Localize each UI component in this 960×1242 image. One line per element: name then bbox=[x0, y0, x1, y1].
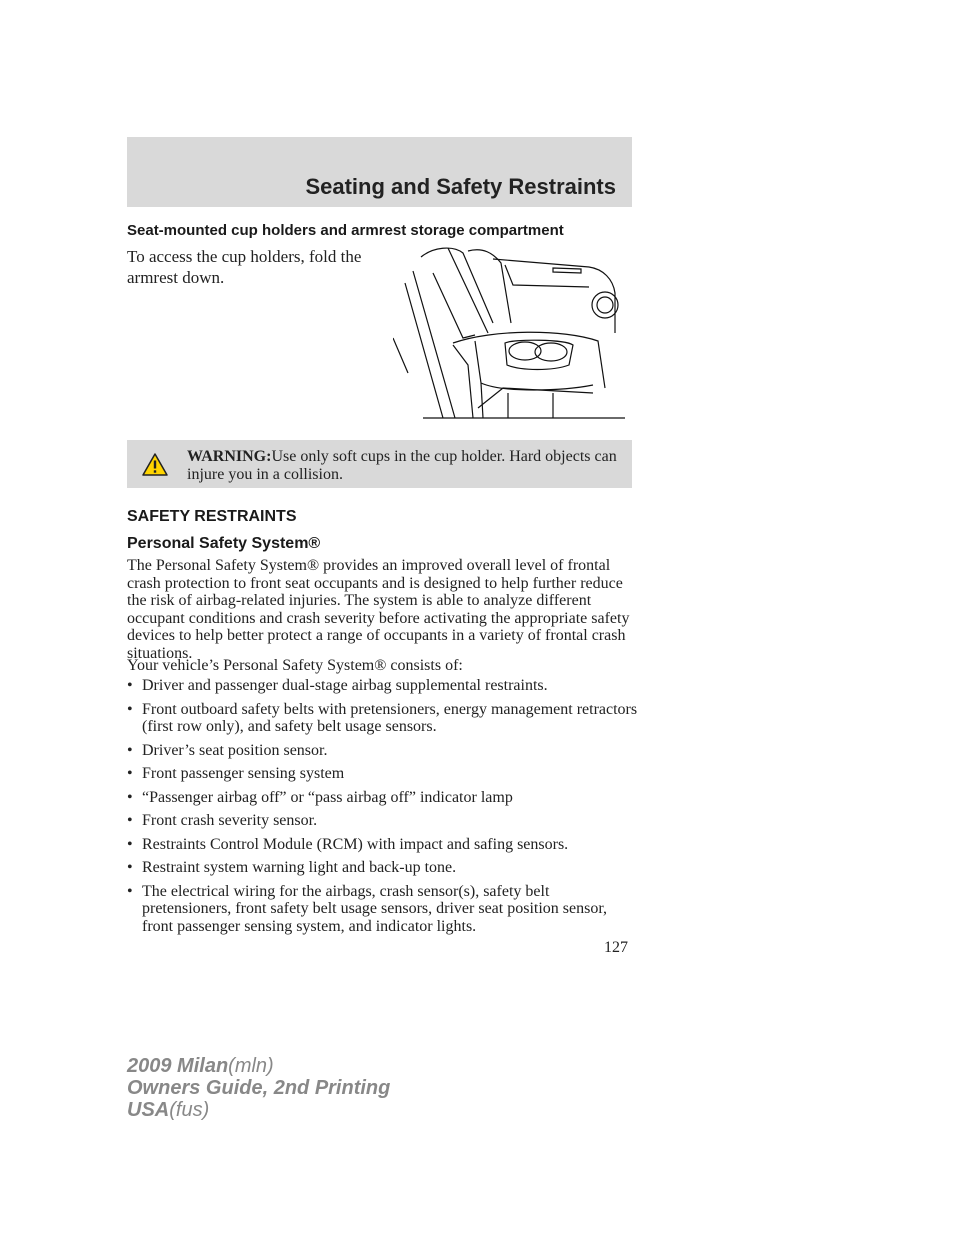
bullet-icon: • bbox=[127, 700, 133, 718]
footer bbox=[127, 1055, 390, 1121]
consists-of-text: Your vehicle’s Personal Safety System® consists of: bbox=[127, 657, 463, 674]
warning-box bbox=[127, 440, 632, 488]
feature-list bbox=[127, 677, 642, 941]
list-item: • Restraint system warning light and back-up tone. bbox=[127, 859, 457, 876]
bullet-icon: • bbox=[127, 835, 133, 853]
personal-safety-system-intro: The Personal Safety System® provides an improved overall level of frontal crash protection to front seat occupants and is designed to help further reduce the risk of airbag-related injuries. The system is able to analyze different occupant conditions and crash severity before activating the appropriate safety devices to help better protect a range of occupants in a variety of frontal crash situations. bbox=[127, 557, 630, 662]
header-band bbox=[127, 137, 632, 207]
footer-line-1: 2009 Milan(mln) bbox=[127, 1055, 274, 1077]
list-item: • Front crash severity sensor. bbox=[127, 812, 318, 829]
bullet-icon: • bbox=[127, 677, 133, 694]
bullet-icon: • bbox=[127, 741, 133, 759]
cup-holders-body: To access the cup holders, fold the armrest down. bbox=[127, 247, 362, 287]
section-title: Seating and Safety Restraints bbox=[305, 174, 616, 199]
footer-line-2: Owners Guide, 2nd Printing bbox=[127, 1077, 391, 1099]
warning-label: WARNING: bbox=[187, 448, 272, 465]
bullet-icon: • bbox=[127, 765, 133, 782]
list-item: • Driver and passenger dual-stage airbag supplemental restraints. bbox=[127, 677, 548, 694]
personal-safety-system-heading: Personal Safety System® bbox=[127, 535, 321, 552]
list-item: • The electrical wiring for the airbags, crash sensor(s), safety belt pretensioners, front safety belt usage sensors, driver seat position sensor, front passenger sensing system, and indicator lights. bbox=[127, 882, 608, 935]
list-item: • “Passenger airbag off” or “pass airbag off” indicator lamp bbox=[127, 788, 513, 806]
bullet-icon: • bbox=[127, 812, 133, 829]
bullet-icon: • bbox=[127, 859, 133, 876]
bullet-icon: • bbox=[127, 788, 133, 806]
bullet-icon: • bbox=[127, 882, 133, 900]
safety-restraints-heading: SAFETY RESTRAINTS bbox=[127, 508, 297, 525]
list-item: • Front outboard safety belts with pretensioners, energy management retractors (first row only), and safety belt usage sensors. bbox=[127, 700, 638, 735]
page-number: 127 bbox=[604, 939, 628, 956]
list-item: • Front passenger sensing system bbox=[127, 765, 345, 782]
cup-holders-heading: Seat-mounted cup holders and armrest storage compartment bbox=[127, 222, 564, 239]
list-item: • Restraints Control Module (RCM) with impact and safing sensors. bbox=[127, 835, 569, 853]
list-item: • Driver’s seat position sensor. bbox=[127, 741, 328, 759]
armrest-cup-holder-illustration bbox=[393, 243, 625, 419]
warning-message: Use only soft cups in the cup holder. Hard objects can injure you in a collision. bbox=[187, 448, 617, 483]
warning-text bbox=[187, 448, 617, 484]
warning-triangle-icon bbox=[141, 452, 169, 477]
footer-line-3: USA(fus) bbox=[127, 1099, 210, 1121]
